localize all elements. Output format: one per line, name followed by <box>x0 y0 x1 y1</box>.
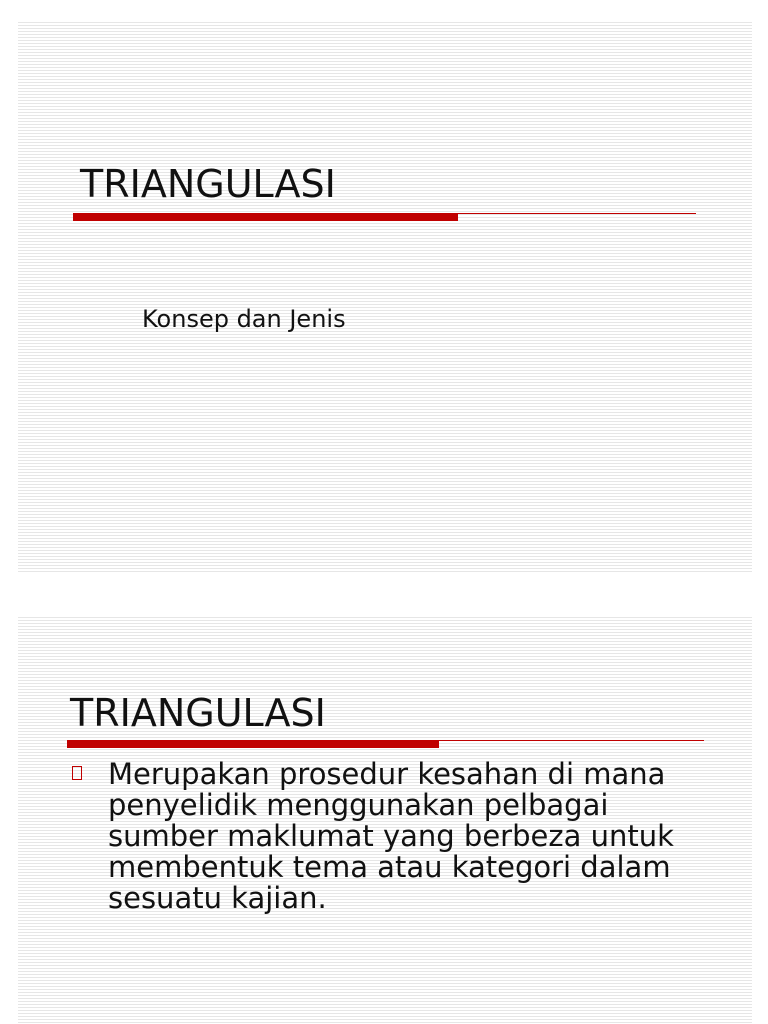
hollow-square-bullet-icon <box>72 766 82 780</box>
slide-subtitle: Konsep dan Jenis <box>142 305 346 333</box>
title-underline-thick <box>73 214 458 221</box>
slide-title: TRIANGULASI <box>70 691 326 735</box>
content-slide <box>18 617 752 1024</box>
bullet-text: Merupakan prosedur kesahan di mana penyelidik menggunakan pelbagai sumber maklumat yang berbeza untuk membentuk tema atau kategori dalam sesuatu kajian. <box>108 757 674 915</box>
slide-title: TRIANGULASI <box>80 162 336 206</box>
title-slide <box>18 22 752 572</box>
bullet-item <box>72 759 682 914</box>
title-underline-thick <box>67 741 439 748</box>
